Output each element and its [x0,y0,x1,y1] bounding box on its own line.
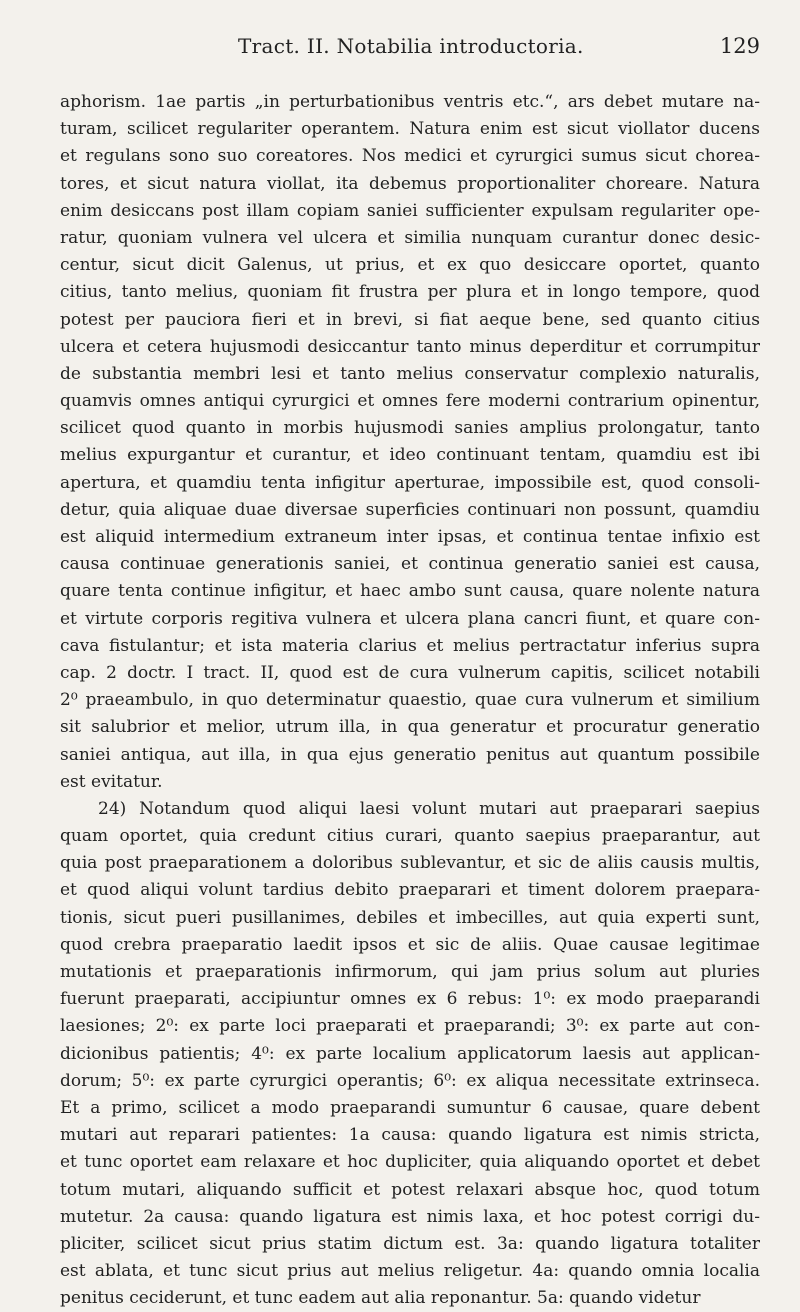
text-line: cava fistulantur; et ista materia clarius et melius pertractatur inferius supra [60,635,760,656]
text-line: citius, tanto melius, quoniam fit frustra per plura et in longo tempore, quod [60,282,760,303]
text-line: et regulans sono suo coreatores. Nos medici et cyrurgici sumus sicut chorea- [60,146,760,167]
text-line: dorum; 5⁰: ex parte cyrurgici operantis; 6⁰: ex aliqua necessitate extrinseca. [60,1070,760,1091]
text-line: sit salubrior et melior, utrum illa, in qua generatur et procuratur generatio [60,717,760,738]
text-line: quod crebra praeparatio laedit ipsos et sic de aliis. Quae causae legitimae [60,934,760,955]
text-line: ulcera et cetera hujusmodi desiccantur tanto minus deperditur et corrumpitur [60,336,760,357]
text-line: quare tenta continue infigitur, et haec ambo sunt causa, quare nolente natura [60,581,760,602]
text-line: 24) Notandum quod aliqui laesi volunt mutari aut praeparari saepius [98,798,760,819]
text-line: est aliquid intermedium extraneum inter ipsas, et continua tentae infixio est [60,527,760,547]
text-line: apertura, et quamdiu tenta infigitur aperturae, impossibile est, quod consoli- [60,472,760,493]
text-line: penitus ceciderunt, et tunc eadem aut alia reponantur. 5a: quando videtur [60,1288,701,1309]
text-line: totum mutari, aliquando sufficit et potest relaxari absque hoc, quod totum [60,1179,760,1200]
text-line: est ablata, et tunc sicut prius aut melius religetur. 4a: quando omnia localia [60,1261,760,1282]
text-line: et quod aliqui volunt tardius debito praeparari et timent dolorem praepara- [60,880,760,901]
text-line: mutetur. 2a causa: quando ligatura est nimis laxa, et hoc potest corrigi du- [60,1206,760,1227]
text-line: 2⁰ praeambulo, in quo determinatur quaestio, quae cura vulnerum et similium [60,690,760,711]
text-line: melius expurgantur et curantur, et ideo continuant tentam, quamdiu est ibi [60,445,760,466]
text-line: quia post praeparationem a doloribus sublevantur, et sic de aliis causis multis, [60,853,760,874]
text-line: fuerunt praeparati, accipiuntur omnes ex 6 rebus: 1⁰: ex modo praeparandi [60,989,760,1010]
text-line: pliciter, scilicet sicut prius statim dictum est. 3a: quando ligatura totaliter [60,1233,760,1254]
text-line: mutari aut reparari patientes: 1a causa: quando ligatura est nimis stricta, [60,1125,760,1146]
text-line: cap. 2 doctr. I tract. II, quod est de cura vulnerum capitis, scilicet notabili [60,662,760,683]
text-line: Et a primo, scilicet a modo praeparandi sumuntur 6 causae, quare debent [60,1097,760,1118]
text-line: laesiones; 2⁰: ex parte loci praeparati et praeparandi; 3⁰: ex parte aut con- [60,1016,760,1037]
text-line: de substantia membri lesi et tanto melius conservatur complexio naturalis, [60,363,760,384]
body-text [60,89,760,1312]
text-line: centur, sicut dicit Galenus, ut prius, et ex quo desiccare oportet, quanto [60,255,760,276]
text-line: causa continuae generationis saniei, et continua generatio saniei est causa, [60,554,760,575]
text-line: tores, et sicut natura viollat, ita debemus proportionaliter choreare. Natura [60,173,760,194]
text-line: aphorism. 1ae partis „in perturbationibus ventris etc.“, ars debet mutare na- [60,92,760,112]
text-line: detur, quia aliquae duae diversae superficies continuari non possunt, quamdiu [60,499,760,520]
text-line: ratur, quoniam vulnera vel ulcera et similia nunquam curantur donec desic- [60,227,760,248]
text-line: quam oportet, quia credunt citius curari, quanto saepius praeparantur, aut [60,826,760,847]
running-title: Tract. II. Notabilia introductoria. [238,34,584,58]
page-number: 129 [719,34,760,58]
text-line: turam, scilicet regulariter operantem. Natura enim est sicut viollator ducens [60,119,760,140]
page-header [60,34,760,64]
text-line: potest per pauciora fieri et in brevi, si fiat aeque bene, sed quanto citius [60,309,760,330]
text-line: quamvis omnes antiqui cyrurgici et omnes fere moderni contrarium opinentur, [60,391,760,412]
text-line: saniei antiqua, aut illa, in qua ejus generatio penitus aut quantum possibile [60,744,760,765]
text-line: et tunc oportet eam relaxare et hoc dupliciter, quia aliquando oportet et debet [60,1152,760,1173]
text-line: et virtute corporis regitiva vulnera et ulcera plana cancri fiunt, et quare con- [60,608,760,629]
text-line: tionis, sicut pueri pusillanimes, debiles et imbecilles, aut quia experti sunt, [60,907,760,928]
text-line: dicionibus patientis; 4⁰: ex parte localium applicatorum laesis aut applican- [60,1043,760,1064]
text-line: enim desiccans post illam copiam saniei sufficienter expulsam regulariter ope- [60,200,760,221]
text-line: mutationis et praeparationis infirmorum, qui jam prius solum aut pluries [60,962,760,982]
text-line: scilicet quod quanto in morbis hujusmodi sanies amplius prolongatur, tanto [60,418,760,439]
text-line: est evitatur. [60,771,163,792]
